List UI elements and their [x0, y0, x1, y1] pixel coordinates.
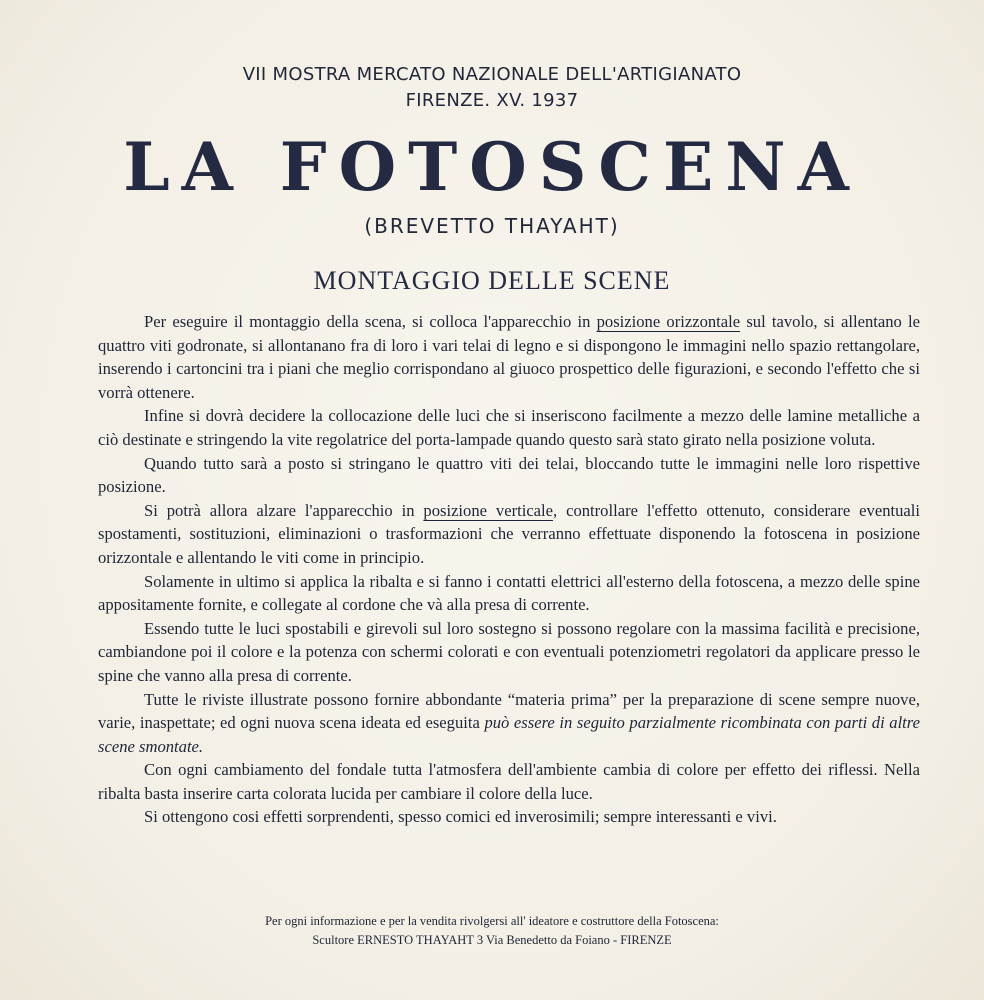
- section-title: MONTAGGIO DELLE SCENE: [313, 266, 671, 295]
- footer-info-line: Per ogni informazione e per la vendita rivolgersi all' ideatore e costruttore della Fotoscena:: [265, 914, 719, 928]
- paragraph-4-part-b: , controllare l'effetto ottenuto, considerare eventuali spostamenti, sostituzioni, eliminazioni o trasformazioni che verranno effettuate disponendo la fotoscena in posizione orizzontale e allentando le viti come in principio.: [98, 500, 920, 567]
- paragraph-7: [98, 688, 920, 759]
- paragraph-8: Con ogni cambiamento del fondale tutta l'atmosfera dell'ambiente cambia di colore per effetto dei riflessi. Nella ribalta basta inserire carta colorata lucida per cambiare il colore della luce.: [98, 760, 920, 803]
- page-title: LA FOTOSCENA: [123, 128, 861, 206]
- paragraph-4: [98, 499, 920, 570]
- paragraph-7-part-a: Tutte le riviste illustrate possono fornire abbondante “materia prima” per la preparazione di scene sempre nuove, varie, inaspettate; ed ogni nuova scena ideata ed eseguita: [98, 689, 920, 733]
- body-text: [98, 310, 920, 829]
- underlined-phrase-horizontal: posizione orizzontale: [596, 312, 741, 331]
- footer: [0, 912, 984, 950]
- paragraph-3: Quando tutto sarà a posto si stringano le quattro viti dei telai, bloccando tutte le immagini nelle loro rispettive posizione.: [98, 453, 920, 497]
- paragraph-6: Essendo tutte le luci spostabili e girevoli sul loro sostegno si possono regolare con la massima facilità e precisione, cambiandone poi il colore e la potenza con schermi colorati e con eventuali potenziometri regolatori da applicare presso le spine che vanno alla presa di corrente.: [98, 618, 920, 685]
- paragraph-1-part-a: Per eseguire il montaggio della scena, si colloca l'apparecchio in: [144, 312, 597, 331]
- underlined-phrase-vertical: posizione verticale: [423, 500, 554, 520]
- paragraph-1: [98, 310, 920, 404]
- paragraph-5: Solamente in ultimo si applica la ribalta e si fanno i contatti elettrici all'esterno della fotoscena, a mezzo delle spine appositamente fornite, e collegate al cordone che và alla presa di corrente.: [98, 571, 920, 615]
- paragraph-4-part-a: Si potrà allora alzare l'apparecchio in: [144, 500, 424, 520]
- exhibition-heading: VII MOSTRA MERCATO NAZIONALE DELL'ARTIGIANATO: [242, 64, 742, 85]
- paragraph-2: Infine si dovrà decidere la collocazione delle luci che si inseriscono facilmente a mezzo delle lamine metalliche a ciò destinate e stringendo la vite regolatrice del porta-lampade quando questo sarà stato girato nella posizione voluta.: [98, 406, 920, 449]
- footer-address-line: Scultore ERNESTO THAYAHT 3 Via Benedetto da Foiano - FIRENZE: [312, 933, 672, 947]
- exhibition-place-date: FIRENZE. XV. 1937: [405, 90, 579, 111]
- page-subtitle: (BREVETTO THAYAHT): [364, 214, 620, 238]
- paragraph-9: Si ottengono cosi effetti sorprendenti, spesso comici ed inverosimili; sempre interessanti e vivi.: [144, 807, 777, 827]
- paragraph-1-part-b: sul tavolo, si allentano le quattro viti godronate, si allontanano fra di loro i vari telai di legno e si dispongono le immagini nello spazio rettangolare, inserendo i cartoncini tra i piani che meglio corrispondano al giuoco prospettico delle figurazioni, e secondo l'effetto che si vorrà ottenere.: [98, 312, 921, 402]
- italic-phrase: può essere in seguito parzialmente ricombinata con parti di altre scene smontate.: [98, 713, 920, 756]
